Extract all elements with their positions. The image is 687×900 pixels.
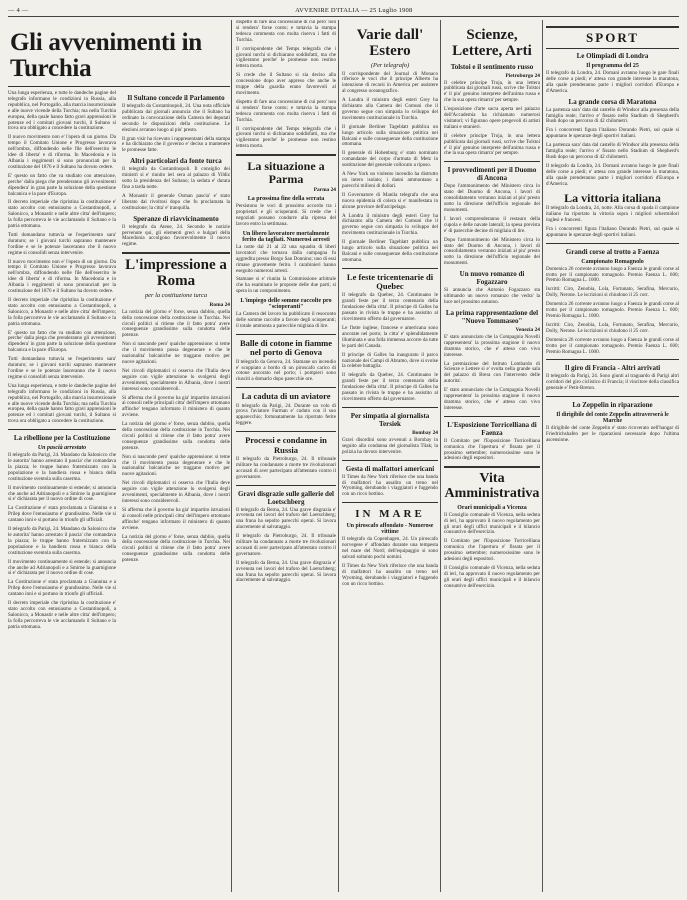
- section-headline: La prima rappresentazione del "Nuovo Tommaseo": [445, 308, 539, 325]
- paragraph: E' stato annunciato che la Compagnia Novelli rappresentera' la prossima stagione il nuovo dramma storico, che e' atteso con vivo interesse.: [444, 333, 540, 358]
- section-headline: Grandi corse al trotto a Faenza: [565, 247, 660, 256]
- paragraph: Il Times da New York riferisce che una banda di malfattori ha assalito un treno nel Wyoming, derubando i viaggiatori e fuggendo con un ricco bottino.: [342, 562, 438, 587]
- paragraph: La notizia del giorno e' forse, senza dubbio, quella della concessione della costituzione in Turchia. Nei circoli politici si ritiene che il fatto potra' avere conseguenze grandissime sulla condotta delle potenze.: [122, 308, 230, 339]
- article-turchia: [8, 20, 230, 892]
- paragraph: L'esposizione d'arte sacra aperta nel palazzo dell'Accademia ha richiamato numerosi visitatori; vi figurano opere pregevoli di artisti italiani e stranieri.: [444, 106, 540, 130]
- paragraph: Il telegrafo da Parigi, 24. Durante un volo di prova l'aviatore Farman e' caduto con il suo apparecchio; fortunatamente ha riportato ferite leggere.: [236, 402, 336, 427]
- section-subhead: Un libero lavoratore mortalmente ferito da tagliati. Numerosi arresti: [242, 230, 330, 243]
- column-rule: [231, 20, 232, 892]
- paragraph: Il telegrafo da Atene, 24. Secondo le notizie pervenute qui, gli elementi greci e bulgari della Macedonia accolgono favorevolmente il nuovo regime.: [122, 223, 230, 248]
- paragraph: Il telegrafo da Londra, 24. Domani avranno luogo le gare finali delle corse a piedi; e' attesa con grande interesse la maratona, alla quale prenderanno parte i migliori corridori d'Europa e d'America.: [546, 70, 679, 94]
- divider: [342, 460, 438, 461]
- page-number: — 4 —: [8, 6, 29, 14]
- paragraph: La partenza sara' data dal castello di Windsor alla presenza della famiglia reale; l'arrivo e' fissato nello Stadium di Shepherd's Bush dopo un percorso di 42 chilometri.: [546, 106, 679, 125]
- divider: [444, 161, 540, 162]
- paragraph: Il telegrafo da Copenhagen, 24. Un piroscafo norvegese e' affondato durante una tempesta nel mare del Nord; dell'equipaggio si sono salvati soltanto pochi uomini.: [342, 536, 438, 560]
- paragraph: La notizia del giorno e' forse, senza dubbio, quella della concessione della costituzione in Turchia. Nei circoli politici si ritiene che il fatto potra' avere conseguenze grandissime sulla condotta delle potenze.: [122, 421, 230, 451]
- column-6: [546, 20, 679, 892]
- paragraph: Il celebre principe Troja, in una lettera pubblicata dai giornali russi, scrive che Tolstoi e' il piu' genuino interprete dell'anima russa e che la sua opera rimarra' per sempre.: [444, 79, 540, 104]
- section-subhead: Il programma del 25: [586, 63, 639, 69]
- dateline: Parma 24: [313, 187, 336, 194]
- section-headline: SPORT: [546, 26, 679, 49]
- section-headline: Le feste tricentenarie di Quebec: [346, 271, 434, 292]
- paragraph: Il movimento continuamente si estende; si annuncia che anche ad Adrianopoli e a Smirne la guarnigione si e' dichiarata per il nuovo ordine di cose.: [8, 558, 116, 577]
- divider: [546, 243, 679, 244]
- section-subhead: Il Sultano concede il Parlamento: [127, 94, 225, 102]
- divider: [546, 396, 679, 397]
- section-headline: La situazione a Parma: [247, 159, 325, 186]
- column-rule: [338, 20, 339, 892]
- divider: [342, 502, 438, 503]
- paragraph: Tutti domandano tuttavia se l'esperimento sara' duraturo; se i giovani turchi sapranno mantenere l'ordine e se le potenze lasceranno che il nuovo regime si consolidi senza intervenire.: [8, 356, 116, 380]
- paragraph: E' questo un fatto che va studiato con attenzione, perche' dalla piega che prenderanno gli avvenimenti dipendera' in gran parte la soluzione della questione balcanica e la pace d'Europa.: [8, 172, 116, 197]
- section-subhead: La ribellione per la Costituzione: [13, 434, 111, 443]
- paragraph: La notizia del giorno e' forse, senza dubbio, quella della concessione della costituzione in Turchia. Nei circoli politici si ritiene che il fatto potra' avere conseguenze grandissime sulla condotta delle potenze.: [122, 533, 230, 564]
- column-1: [8, 91, 116, 634]
- paragraph: Il gran visir ha ricevuto i rappresentanti della stampa e ha dichiarato che il governo e' deciso a mantenere le promesse fatte.: [122, 135, 230, 154]
- paragraph: Il dirigibile del conte Zeppelin e' stato ricoverato nell'hangar di Friedrichshafen per le riparazioni necessarie dopo l'ultima ascensione.: [546, 425, 679, 443]
- column-rule: [542, 20, 543, 892]
- column-5: [444, 20, 540, 892]
- paragraph: Non si nasconde pero' qualche apprensione: si teme che il movimento possa degenerare e che le nazionalita' balcaniche ne traggano motivo per nuove agitazioni.: [122, 341, 230, 365]
- section-subtitle: per la costituzione turca: [144, 291, 208, 299]
- paragraph: Il telegrafo da Quebec, 24. Continuano le grandi feste per il terzo centenario della fondazione della citta'. Il principe di Galles ha passato in rivista le truppe e ha assistito al ricevimento offerto dal governatore.: [342, 372, 438, 402]
- article-headline: Gli avvenimenti in Turchia: [10, 29, 202, 82]
- paragraph: Il telegrafo da Pietroburgo, 24. Il tribunale militare ha condannato a morte tre rivoluzionari accusati di aver partecipato all'attentato contro il governatore.: [236, 533, 336, 557]
- divider: [236, 154, 336, 156]
- section-subhead: Campionato Romagnolo: [581, 258, 644, 265]
- divider: [342, 268, 438, 269]
- paragraph: Il decreto imperiale che ripristina la costituzione e' stato accolto con entusiasmo a Costantinopoli, a Salonicco, a Monastir e nelle altre citta' dell'impero; la folla percorreva le vie acclamando il Sultano e la patria ottomana.: [8, 297, 116, 327]
- section-headline: La grande corsa di Maratona: [568, 97, 657, 106]
- paragraph: Il telegrafo da Costantinopoli. Il consiglio dei ministri si e' riunito ieri sera al palazzo di Yildiz sotto la presidenza del Sultano; la seduta e' durata fino a tarda notte.: [122, 166, 230, 190]
- paragraph: Dopo l'ammonimento del Ministero circa lo stato del Duomo di Ancona, i lavori di consolidamento verranno iniziati al piu' presto sotto la direzione dell'ufficio regionale dei monumenti.: [444, 236, 540, 267]
- paragraph: Le flotte inglese, francese e americana sono ancorate nel porto; la citta' e' splendidamente illuminata e una folla immensa accorre da tutte le parti del Canada.: [342, 325, 438, 349]
- paragraph: Il telegrafo da Parigi, 24. Mandano da Salonicco che le autorita' hanno arrestato il pascia' che comandava la piazza; le truppe hanno fraternizzato con la popolazione e la bandiera rossa e bianca della costituzione sventola sulla caserma.: [8, 526, 116, 556]
- section-headline: Gesta di malfattori americani: [345, 464, 435, 473]
- paragraph: Il Times da New York riferisce che una banda di malfattori ha assalito un treno nel Wyoming, derubando i viaggiatori e fuggendo con un ricco bottino.: [342, 473, 438, 498]
- paragraph: Il telegrafo da Berna, 24. Una grave disgrazia e' avvenuta nei lavori del traforo del Loetschberg; una frana ha sepolto parecchi operai. Si lavora alacremente al salvataggio.: [236, 559, 336, 584]
- paragraph: A Monastir il generale Osman pascia' e' stato liberato dai rivoltosi dopo che fu proclamata la costituzione; la citta' e' tranquilla.: [122, 192, 230, 211]
- paragraph: Il telegrafo da Quebec, 24. Continuano le grandi feste per il terzo centenario della fondazione della citta'. Il principe di Galles ha passato in rivista le truppe e ha assistito al ricevimento offerto dal governatore.: [342, 292, 438, 323]
- paragraph: I lavori comprenderanno il restauro della cupola e delle navate laterali; la spesa prevista e' di parecchie decine di migliaia di lire.: [444, 215, 540, 234]
- paragraph: La premiazione del Istituto Lombardo di Scienze e Lettere si e' svolta nella grande sala del palazzo di Brera con l'intervento delle autorita'.: [444, 360, 540, 385]
- section-headline: Vita Amministrativa: [444, 471, 540, 502]
- column-4: [342, 20, 438, 892]
- section-headline: Balle di cotone in fiamme nel porto di Genova: [239, 337, 333, 358]
- paragraph: Nei circoli diplomatici si osserva che l'Italia deve seguire con vigile attenzione lo svolgersi degli avvenimenti, specialmente in Albania, dove i nostri interessi sono considerevoli.: [122, 480, 230, 504]
- paragraph: A Londra il ministro degli esteri Grey ha dichiarato alla Camera dei Comuni che il governo segue con simpatia lo sviluppo del movimento costituzionale in Turchia.: [342, 212, 438, 237]
- column-3: [236, 20, 336, 892]
- section-subhead: Un pascià arrestato: [37, 445, 87, 452]
- paragraph: Il telegrafo da Pietroburgo, 24. Il tribunale militare ha condannato a morte tre rivoluzionari accusati di aver partecipato all'attentato contro il governatore.: [236, 455, 336, 480]
- paragraph: Dopo l'ammonimento del Ministero circa lo stato del Duomo di Ancona, i lavori di consolidamento verranno iniziati al piu' presto sotto la direzione dell'ufficio regionale dei monumenti.: [444, 183, 540, 213]
- paragraph: dispetto di fare una concessione di cui pero' non si rendera' forse conto; e tuttavia la stampa tedesca commenta con molta riserva i fatti di Turchia.: [236, 20, 336, 43]
- section-headline: Per simpatia al giornalista Tersiek: [350, 411, 430, 428]
- section-subhead: Orari municipali a Vicenza: [457, 504, 527, 511]
- masthead-date: AVVENIRE D'ITALIA — 25 Luglio 1908: [295, 6, 413, 14]
- divider: [546, 359, 679, 360]
- section-headline: Un nuovo romanzo di Fogazzaro: [459, 270, 525, 287]
- paragraph: Il giornale Berliner Tageblatt pubblica un lungo articolo sulla situazione politica nei Balcani e sulle conseguenze della costituzione ottomana.: [342, 239, 438, 263]
- section-subtitle: (Per telegrafo): [370, 61, 410, 69]
- divider: [236, 485, 336, 486]
- section-subhead: Speranze di riavvicinamento: [133, 214, 219, 223]
- paragraph: Il telegrafo da Costantinopoli, 24. Una nota ufficiale pubblicata dai giornali annuncia che il Sultano ha ordinato la convocazione della Camera dei deputati secondo le disposizioni della costituzione. Le elezioni avranno luogo al piu' presto.: [122, 103, 230, 133]
- section-headline: L'impressione a Roma: [125, 257, 227, 289]
- divider: [122, 252, 230, 254]
- dateline: Pietroburgo 24: [505, 72, 540, 79]
- divider: [444, 466, 540, 468]
- divider: [8, 429, 116, 430]
- dateline: Roma 24: [209, 301, 230, 308]
- paragraph: Il Comitato per l'Esposizione Torricelliana comunica che l'apertura e' fissata per il prossimo settembre; numerosissime sono le adesioni degli espositori.: [444, 437, 540, 462]
- paragraph: Il telegrafo da Londra, 24. Domani avranno luogo le gare finali delle corse a piedi; e' attesa con grande interesse la maratona, alla quale prenderanno parte i migliori corridori d'Europa e d'America.: [546, 162, 679, 187]
- paragraph: La Costituzione e' stata proclamata a Giannina e a Prilep dove l'entusiasmo e' grandissimo. Nelle vie si cantano inni e si portano in trionfo gli ufficiali.: [8, 505, 116, 524]
- paragraph: La Costituzione e' stata proclamata a Giannina e a Prilep dove l'entusiasmo e' grandissimo. Nelle vie si cantano inni e si portano in trionfo gli ufficiali.: [8, 579, 116, 598]
- section-subhead: Tolstoi e il sentimento russo: [450, 62, 534, 71]
- divider: [444, 416, 540, 417]
- section-subhead: Un piroscafo affondato - Numerose vittime: [346, 523, 434, 536]
- paragraph: Il corrispondente del Temps telegrafa che i giovani turchi si dichiarano soddisfatti, ma che vigileranno perche' le promesse non restino lettera morta.: [236, 125, 336, 150]
- section-subhead: La prossima fine della serrata: [247, 196, 325, 203]
- paragraph: Si annuncia che Antonio Fogazzaro sta ultimando un nuovo romanzo che vedra' la luce nel prossimo autunno.: [444, 287, 540, 305]
- divider: [342, 407, 438, 408]
- paragraph: E' questo un fatto che va studiato con attenzione, perche' dalla piega che prenderanno gli avvenimenti dipendera' in gran parte la soluzione della questione balcanica e la pace d'Europa.: [8, 329, 116, 354]
- section-headline: Varie dall' Estero: [356, 27, 424, 59]
- section-headline: L'Esposizione Torricelliana di Faenza: [447, 420, 537, 437]
- paragraph: Il telegrafo da Londra, 24, notte. Alla corsa di spada il campione italiano ha riportato la vittoria sopra i migliori schermidori inglesi e francesi.: [546, 205, 679, 223]
- section-headline: La vittoria italiana: [564, 190, 661, 205]
- paragraph: Il nuovo movimento non e' l'opera di un giorno. Da tempo il Comitato Unione e Progresso lavorava nell'ombra, diffondendo nelle file dell'esercito le idee di liberta' e di riforma. In Macedonia e in Albania i reggimenti si sono pronunciati per la costituzione del 1876 e il Sultano ha dovuto cedere.: [8, 134, 116, 170]
- paragraph: A Londra il ministro degli esteri Grey ha dichiarato alla Camera dei Comuni che il governo segue con simpatia lo sviluppo del movimento costituzionale in Turchia.: [342, 97, 438, 121]
- paragraph: Gravi disordini sono avvenuti a Bombay in seguito alla condanna del giornalista Tilak; la polizia ha dovuto intervenire.: [342, 436, 438, 455]
- paragraph: La Camera del lavoro ha pubblicato il resoconto delle somme raccolte a favore degli scioperanti; il totale ammonta a parecchie migliaia di lire.: [236, 311, 336, 329]
- paragraph: Si afferma che il governo ha gia' impartito istruzioni ai consoli nelle principali citta' dell'impero ottomano affinche' tengano informato il ministero di quanto avviene.: [122, 506, 230, 531]
- running-header: [8, 4, 679, 17]
- paragraph: Il corrispondente del Temps telegrafa che i giovani turchi si dichiarano soddisfatti, ma che vigileranno perche' le promesse non restino lettera morta.: [236, 45, 336, 70]
- divider: [236, 387, 336, 388]
- paragraph: Stamane si e' riunita la Commissione arbitrale che ha esaminato le proposte delle due parti; si spera in un componimento.: [236, 276, 336, 295]
- divider: [8, 86, 230, 87]
- paragraph: E' stato annunciato che la Compagnia Novelli rappresentera' la prossima stagione il nuovo dramma storico, che e' atteso con vivo interesse.: [444, 387, 540, 411]
- paragraph: Iscritti: Ciro, Zenobia, Lola, Fortunato, Serafina, Mercurio, Dolly, Nerone. Le iscrizioni si chiudono il 25 corr.: [546, 321, 679, 334]
- paragraph: Il decreto imperiale che ripristina la costituzione e' stato accolto con entusiasmo a Costantinopoli, a Salonicco, a Monastir e nelle altre citta' dell'impero; la folla percorreva le vie acclamando il Sultano e la patria ottomana.: [8, 199, 116, 230]
- paragraph: Domenica 26 corrente avranno luogo a Faenza le grandi corse al trotto per il campionato romagnolo. Premio Faenza L. 600; Premio Romagna L. 1000.: [546, 265, 679, 284]
- paragraph: Il telegrafo da Parigi, 24. Sono giunti al traguardo di Parigi altri corridori del giro ciclistico di Francia; il vincitore della classifica generale e' Petit-Breton.: [546, 373, 679, 392]
- section-headline: La caduta di un aviatore: [241, 391, 331, 402]
- column-rule: [440, 20, 441, 892]
- paragraph: Si afferma che il governo ha gia' impartito istruzioni ai consoli nelle principali citta' dell'impero ottomano affinche' tengano informato il ministero di quanto avviene.: [122, 394, 230, 419]
- paragraph: Tutti domandano tuttavia se l'esperimento sara' duraturo; se i giovani turchi sapranno mantenere l'ordine e se le potenze lasceranno che il nuovo regime si consolidi senza intervenire.: [8, 231, 116, 256]
- paragraph: Non si nasconde pero' qualche apprensione: si teme che il movimento possa degenerare e che le nazionalita' balcaniche ne traggano motivo per nuove agitazioni.: [122, 453, 230, 478]
- section-headline: IN MARE: [355, 508, 425, 521]
- paragraph: A New York un violento incendio ha distrutto un intero isolato; i danni ammontano a parecchi milioni di dollari.: [342, 171, 438, 189]
- paragraph: Domenica 26 corrente avranno luogo a Faenza le grandi corse al trotto per il campionato romagnolo. Premio Faenza L. 600; Premio Romagna L. 1000.: [546, 336, 679, 355]
- paragraph: Il Comitato per l'Esposizione Torricelliana comunica che l'apertura e' fissata per il prossimo settembre; numerosissime sono le adesioni degli espositori.: [444, 538, 540, 563]
- section-headline: I provvedimenti per il Duomo di Ancona: [447, 166, 537, 183]
- paragraph: Persistono le voci di prossimo accordo tra i proprietari e gli scioperanti. Si crede che i negoziati possano condurre alla ripresa del lavoro entro la settimana.: [236, 203, 336, 228]
- paragraph: dispetto di fare una concessione di cui pero' non si rendera' forse conto; e tuttavia la stampa tedesca commenta con molta riserva i fatti di Turchia.: [236, 98, 336, 123]
- section-subhead: Altri particolari da fonte turca: [130, 157, 222, 166]
- paragraph: Il decreto imperiale che ripristina la costituzione e' stato accolto con entusiasmo a Costantinopoli, a Salonicco, a Monastir e nelle altre citta' dell'impero; la folla percorreva le vie acclamando il Sultano e la patria ottomana.: [8, 600, 116, 630]
- dateline: Bombay 24: [412, 429, 438, 436]
- paragraph: Il generale di Hohenburg e' stato nominato comandante del corpo d'armata di Metz in sostituzione del generale collocato a riposo.: [342, 150, 438, 169]
- dateline: Venezia 24: [515, 326, 540, 333]
- paragraph: Nei circoli diplomatici si osserva che l'Italia deve seguire con vigile attenzione lo svolgersi degli avvenimenti, specialmente in Albania, dove i nostri interessi sono considerevoli.: [122, 367, 230, 392]
- paragraph: Il Consiglio comunale di Vicenza, nella seduta di ieri, ha approvato il nuovo regolamento per gli orari degli uffici municipali e il bilancio consuntivo dell'esercizio.: [444, 511, 540, 536]
- section-subhead: Il dirigibile del conte Zeppelin attraverserà le Marche: [556, 412, 669, 425]
- paragraph: Una lunga esperienza, e tutte le dandeche pagine del telegrafo informano le condizioni in Russia, alla repubblica, nel Portogallo, alla marcia insurrezionale e alle nuove vicende della Turchia; ma nella Turchia europea, della quale hanno fatto gravi apprensioni le potenze ed i comitati giovani turchi, il Sultano si trova ora obbligato a concedere la costituzione.: [8, 382, 116, 425]
- divider: [236, 431, 336, 432]
- column-2: [122, 91, 230, 634]
- divider: [236, 334, 336, 335]
- paragraph: Il principe di Galles ha inaugurato il parco nazionale dei Campi di Abramo, dove si svolse la celebre battaglia.: [342, 351, 438, 370]
- paragraph: Il celebre principe Troja, in una lettera pubblicata dai giornali russi, scrive che Tolstoi e' il piu' genuino interprete dell'anima russa e che la sua opera rimarra' per sempre.: [444, 132, 540, 157]
- section-headline: Processi e condanne in Russia: [245, 435, 327, 455]
- section-headline: Scienze, Lettere, Arti: [452, 27, 532, 59]
- paragraph: Domenica 26 corrente avranno luogo a Faenza le grandi corse al trotto per il campionato romagnolo. Premio Faenza L. 600; Premio Romagna L. 1000.: [546, 301, 679, 319]
- paragraph: Il Consiglio comunale di Vicenza, nella seduta di ieri, ha approvato il nuovo regolamento per gli orari degli uffici municipali e il bilancio consuntivo dell'esercizio.: [444, 565, 540, 589]
- paragraph: Il telegrafo da Parigi, 24. Mandano da Salonicco che le autorita' hanno arrestato il pascia' che comandava la piazza; le truppe hanno fraternizzato con la popolazione e la bandiera rossa e bianca della costituzione sventola sulla caserma.: [8, 452, 116, 482]
- paragraph: Fra i concorrenti figura l'italiano Dorando Pietri, sul quale si appuntano le speranze degli sportivi italiani.: [546, 127, 679, 140]
- section-headline: Lo Zeppelin in riparazione: [572, 401, 653, 410]
- section-subhead: L'impiego delle somme raccolte pro "scioperanti": [240, 298, 332, 311]
- paragraph: Il telegrafo da Berna, 24. Una grave disgrazia e' avvenuta nei lavori del traforo del Loetschberg; una frana ha sepolto parecchi operai. Si lavora alacremente al salvataggio.: [236, 506, 336, 531]
- paragraph: Il telegrafo da Genova, 24. Stamane un incendio e' scoppiato a bordo di un piroscafo carico di cotone ancorato nel porto; i pompieri sono riusciti a domarlo dopo parecchie ore.: [236, 358, 336, 383]
- paragraph: La notte dal 21 al 22 una squadra di liberi lavoratori che tornava dalla campagna fu aggredita presso Borgo San Donnino; uno di essi rimase gravemente ferito. I carabinieri hanno eseguito numerosi arresti.: [236, 243, 336, 274]
- paragraph: Fra i concorrenti figura l'italiano Dorando Pietri, sul quale si appuntano le speranze degli sportivi italiani.: [546, 225, 679, 238]
- paragraph: Il nuovo movimento non e' l'opera di un giorno. Da tempo il Comitato Unione e Progresso lavorava nell'ombra, diffondendo nelle file dell'esercito le idee di liberta' e di riforma. In Macedonia e in Albania i reggimenti si sono pronunciati per la costituzione del 1876 e il Sultano ha dovuto cedere.: [8, 258, 116, 295]
- section-subhead: Le Olimpiadi di Londra: [576, 52, 649, 60]
- paragraph: Il movimento continuamente si estende; si annuncia che anche ad Adrianopoli e a Smirne la guarnigione si e' dichiarata per il nuovo ordine di cose.: [8, 484, 116, 503]
- paragraph: Si crede che il Sultano si sia deciso alla concessione dopo aver appreso che anche le truppe della guardia erano favorevoli al movimento.: [236, 72, 336, 96]
- paragraph: Il corrispondente del Journal di Monaco riferisce le voci che il principe Alberto ha intenzione di recarsi in America per assistere al congresso oceanografico.: [342, 70, 438, 95]
- section-headline: Il giro di Francia - Altri arrivati: [564, 364, 661, 373]
- paragraph: Il giornale Berliner Tageblatt pubblica un lungo articolo sulla situazione politica nei Balcani e sulle conseguenze della costituzione ottomana.: [342, 123, 438, 148]
- paragraph: Iscritti: Ciro, Zenobia, Lola, Fortunato, Serafina, Mercurio, Dolly, Nerone. Le iscrizioni si chiudono il 25 corr.: [546, 286, 679, 299]
- paragraph: Una lunga esperienza, e tutte le dandeche pagine del telegrafo informano le condizioni in Russia, alla repubblica, nel Portogallo, alla marcia insurrezionale e alle nuove vicende della Turchia; ma nella Turchia europea, della quale hanno fatto gravi apprensioni le potenze ed i comitati giovani turchi, il Sultano si trova ora obbligato a concedere la costituzione.: [8, 90, 116, 132]
- paragraph: La partenza sara' data dal castello di Windsor alla presenza della famiglia reale; l'arrivo e' fissato nello Stadium di Shepherd's Bush dopo un percorso di 42 chilometri.: [546, 142, 679, 160]
- paragraph: Il Governatore di Manila telegrafa che una nuova epidemia di colera si e' manifestata in alcune province dell'arcipelago.: [342, 191, 438, 210]
- section-headline: Gravi disgrazie sulle gallerie del Loetschberg: [237, 489, 335, 506]
